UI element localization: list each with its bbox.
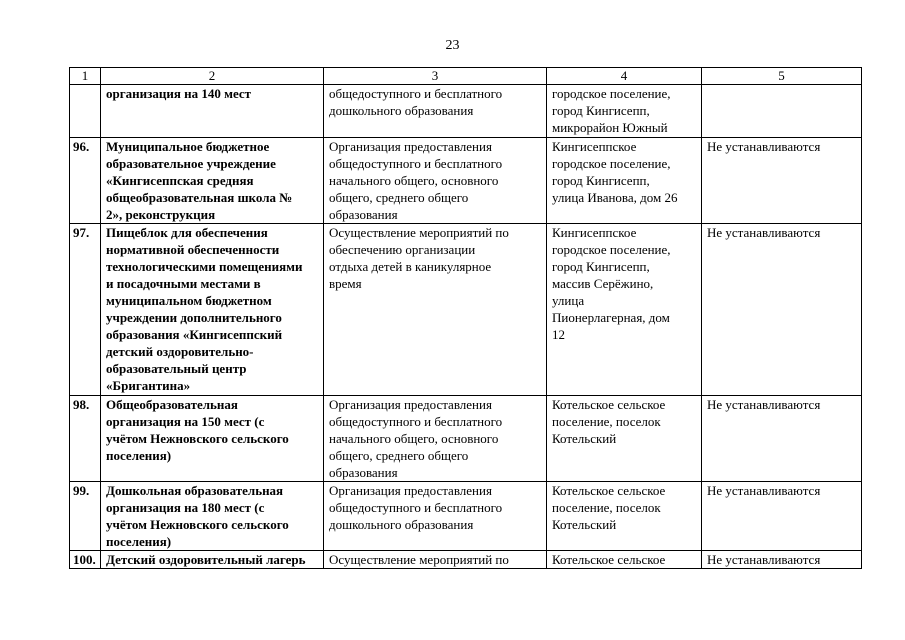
page-number: 23 (445, 38, 460, 53)
object-purpose: общедоступного и бесплатного дошкольного образования (324, 85, 547, 138)
object-purpose: Организация предоставления общедоступного и бесплатного начального общего, основного общего, среднего общего образования (324, 396, 547, 482)
table-row (70, 138, 862, 224)
object-name: Дошкольная образовательная организация на 180 мест (с учётом Нежновского сельского поселения) (101, 482, 324, 551)
object-name: Пищеблок для обеспечения нормативной обеспеченности технологическими помещениями и посадочными местами в муниципальном бюджетном учреждении дополнительного образования «Кингисеппский детский оздоровительно- образовательный центр «Бригантина» (101, 224, 324, 396)
row-number: 96. (70, 138, 101, 224)
object-zones (702, 85, 862, 138)
table-row (70, 551, 862, 569)
object-location: Котельское сельское поселение, поселок Котельский (547, 396, 702, 482)
document-table (69, 67, 862, 569)
object-name: Детский оздоровительный лагерь (101, 551, 324, 569)
object-name: организация на 140 мест (101, 85, 324, 138)
object-purpose: Осуществление мероприятий по обеспечению организации отдыха детей в каникулярное время (324, 224, 547, 396)
row-number: 99. (70, 482, 101, 551)
object-zones: Не устанавливаются (702, 138, 862, 224)
header-col-4: 4 (547, 68, 702, 85)
row-number: 100. (70, 551, 101, 569)
table-row (70, 85, 862, 138)
object-location: Котельское сельское поселение, поселок Котельский (547, 482, 702, 551)
object-purpose: Организация предоставления общедоступного и бесплатного дошкольного образования (324, 482, 547, 551)
object-purpose: Организация предоставления общедоступного и бесплатного начального общего, основного общего, среднего общего образования (324, 138, 547, 224)
table-row (70, 396, 862, 482)
object-location: Котельское сельское (547, 551, 702, 569)
object-zones: Не устанавливаются (702, 551, 862, 569)
header-col-5: 5 (702, 68, 862, 85)
object-location: Кингисеппское городское поселение, город Кингисепп, улица Иванова, дом 26 (547, 138, 702, 224)
table-row (70, 482, 862, 551)
object-location: городское поселение, город Кингисепп, микрорайон Южный (547, 85, 702, 138)
header-col-3: 3 (324, 68, 547, 85)
object-location: Кингисеппское городское поселение, город Кингисепп, массив Серёжино, улица Пионерлагерная, дом 12 (547, 224, 702, 396)
header-col-2: 2 (101, 68, 324, 85)
header-col-1: 1 (70, 68, 101, 85)
table-row (70, 224, 862, 396)
row-number: 97. (70, 224, 101, 396)
object-zones: Не устанавливаются (702, 224, 862, 396)
row-number (70, 85, 101, 138)
row-number: 98. (70, 396, 101, 482)
table-header-row (70, 68, 862, 85)
object-zones: Не устанавливаются (702, 482, 862, 551)
object-purpose: Осуществление мероприятий по (324, 551, 547, 569)
object-name: Муниципальное бюджетное образовательное учреждение «Кингисеппская средняя общеобразовательная школа № 2», реконструкция (101, 138, 324, 224)
object-zones: Не устанавливаются (702, 396, 862, 482)
object-name: Общеобразовательная организация на 150 мест (с учётом Нежновского сельского поселения) (101, 396, 324, 482)
